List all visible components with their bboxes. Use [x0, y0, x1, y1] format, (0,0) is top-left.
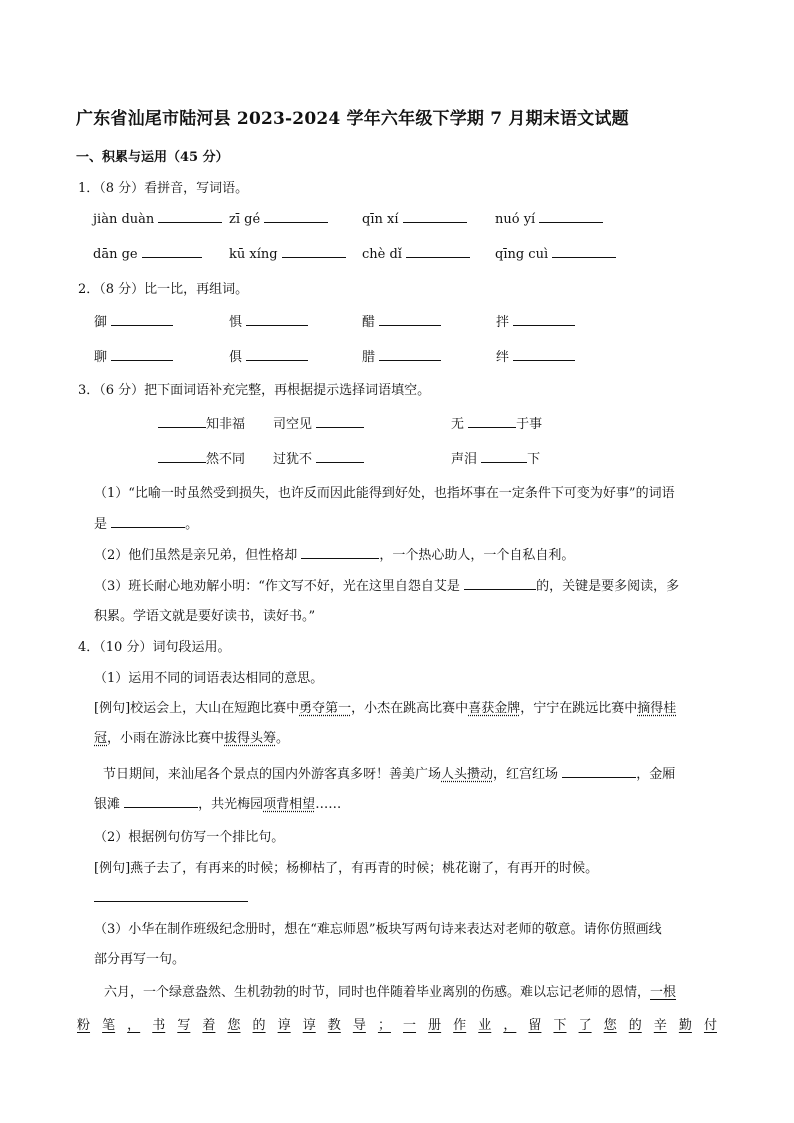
- idiom-item: 无 于事: [451, 417, 543, 432]
- char-item: 醋: [362, 311, 441, 330]
- answer-line[interactable]: [94, 889, 248, 902]
- char-item: 惧: [229, 311, 308, 330]
- answer-blank[interactable]: [111, 313, 173, 326]
- example-sentence-1: [例句]校运会上，大山在短跑比赛中勇夺第一，小杰在跳高比赛中喜获金牌，宁宁在跳远比赛中摘得桂: [94, 701, 677, 716]
- q3-sub-3: （3）班长耐心地劝解小明：“作文写不好，光在这里自怨自艾是 的，关键是要多阅读，多: [94, 579, 680, 594]
- answer-blank[interactable]: [111, 515, 185, 528]
- idiom-item: 知非福: [158, 413, 245, 432]
- idiom-item: 然不同: [158, 448, 245, 467]
- q3-sub-1-answer: 是 。: [94, 517, 199, 532]
- q4-passage-3: 六月，一个绿意盎然、生机勃勃的时节，同时也伴随着毕业离别的伤感。难以忘记老师的恩情，一根: [104, 985, 677, 1000]
- answer-blank[interactable]: [562, 765, 636, 778]
- answer-blank[interactable]: [379, 348, 441, 361]
- answer-blank[interactable]: [282, 245, 346, 258]
- char-item: 聊: [94, 346, 173, 365]
- idiom-item: 声泪 下: [451, 452, 541, 467]
- question-1-label: 1．（8 分）看拼音，写词语。: [78, 181, 249, 196]
- answer-blank[interactable]: [481, 450, 527, 463]
- answer-blank[interactable]: [316, 415, 364, 428]
- answer-blank[interactable]: [264, 210, 328, 223]
- pinyin-item: dān ge: [93, 245, 202, 262]
- section-heading: 一、积累与运用（45 分）: [76, 150, 229, 165]
- q4-passage-1-cont: 银滩 ，共光梅园项背相望……: [94, 797, 342, 812]
- page-title: 广东省汕尾市陆河县 2023-2024 学年六年级下学期 7 月期末语文试题: [76, 109, 629, 129]
- example-sentence-1-cont: 冠，小雨在游泳比赛中拔得头筹。: [94, 731, 290, 746]
- answer-blank[interactable]: [539, 210, 603, 223]
- pinyin-item: chè dǐ: [362, 245, 470, 262]
- example-sentence-2: [例句]燕子去了，有再来的时候；杨柳枯了，有再青的时候；桃花谢了，有再开的时候。: [94, 861, 599, 876]
- pinyin-item: kū xíng: [229, 245, 346, 262]
- answer-blank[interactable]: [111, 348, 173, 361]
- answer-blank[interactable]: [246, 348, 308, 361]
- char-item: 御: [94, 311, 173, 330]
- answer-blank[interactable]: [301, 546, 379, 559]
- answer-blank[interactable]: [464, 577, 536, 590]
- answer-blank[interactable]: [316, 450, 364, 463]
- pinyin-item: nuó yí: [495, 210, 603, 227]
- pinyin-item: qīng cuì: [495, 245, 616, 262]
- q4-passage-3-underlined-line: 粉 笔 ， 书 写 着 您 的 谆 谆 教 导 ； 一 册 作 业 ， 留 下 了 您 的 辛 勤 付: [77, 1018, 717, 1033]
- idiom-item: 司空见: [273, 413, 364, 432]
- pinyin-item: jiàn duàn: [93, 210, 222, 227]
- answer-blank[interactable]: [158, 415, 206, 428]
- answer-blank[interactable]: [513, 313, 575, 326]
- answer-blank[interactable]: [379, 313, 441, 326]
- answer-blank[interactable]: [124, 795, 198, 808]
- q4-sub-2: （2）根据例句仿写一个排比句。: [94, 830, 285, 845]
- question-4-label: 4．（10 分）词句段运用。: [78, 640, 231, 655]
- answer-blank[interactable]: [403, 210, 467, 223]
- question-3-label: 3．（6 分）把下面词语补充完整，再根据提示选择词语填空。: [78, 383, 431, 398]
- idiom-item: 过犹不: [273, 448, 364, 467]
- q3-sub-2: （2）他们虽然是亲兄弟，但性格却 ，一个热心助人，一个自私自利。: [94, 548, 575, 563]
- answer-blank[interactable]: [552, 245, 616, 258]
- q3-sub-3-cont: 积累。学语文就是要好读书，读好书。”: [94, 609, 316, 624]
- question-2-label: 2．（8 分）比一比，再组词。: [78, 282, 249, 297]
- answer-blank[interactable]: [513, 348, 575, 361]
- q4-sub-3-cont: 部分再写一句。: [94, 952, 186, 967]
- answer-blank[interactable]: [406, 245, 470, 258]
- answer-blank[interactable]: [158, 210, 222, 223]
- pinyin-item: zī gé: [229, 210, 328, 227]
- q4-sub-3: （3）小华在制作班级纪念册时，想在“难忘师恩”板块写两句诗来表达对老师的敬意。请你仿照画线: [94, 922, 662, 937]
- answer-blank[interactable]: [246, 313, 308, 326]
- answer-blank[interactable]: [142, 245, 202, 258]
- pinyin-item: qīn xí: [362, 210, 467, 227]
- char-item: 拌: [496, 311, 575, 330]
- answer-blank[interactable]: [468, 415, 516, 428]
- q4-passage-1: 节日期间，来汕尾各个景点的国内外游客真多呀！善美广场人头攒动，红宫红场 ，金厢: [103, 767, 676, 782]
- q3-sub-1: （1）“比喻一时虽然受到损失，也许反而因此能得到好处，也指坏事在一定条件下可变为好事”的词语: [94, 486, 675, 501]
- char-item: 绊: [496, 346, 575, 365]
- char-item: 腊: [362, 346, 441, 365]
- char-item: 俱: [229, 346, 308, 365]
- answer-blank[interactable]: [158, 450, 206, 463]
- q4-sub-1: （1）运用不同的词语表达相同的意思。: [94, 671, 324, 686]
